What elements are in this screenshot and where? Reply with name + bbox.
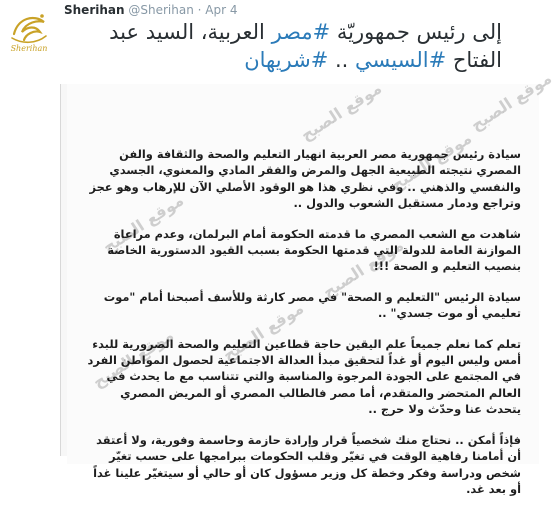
watermark: موقع الصبح bbox=[319, 235, 407, 302]
watermark: موقع الصبح bbox=[467, 68, 555, 135]
watermark: موقع الصبح bbox=[297, 78, 385, 145]
hashtag-link[interactable]: #شريهان bbox=[244, 48, 329, 72]
tweet-text bbox=[60, 18, 502, 74]
letter-paragraph: سيادة رئيس جمهورية مصر العربية انهيار التعليم والصحة والثقافة والفن المصري نتيجته الطبيعية الجهل والمرض والفقر المادي والمعنوي، الجسدي والنفسي والذهني .. وفي نظري هذا هو الوقود الأصلي الآن للإرهاب وهو عجز وتراجع ودمار مستقبل الشعوب والدول .. bbox=[89, 147, 521, 211]
avatar[interactable] bbox=[4, 4, 54, 54]
tweet-image[interactable] bbox=[60, 68, 555, 496]
letter-paragraph: فإذاً أمكن .. نحتاج منك شخصياً قرار وإرادة حازمة وحاسمة وفورية، ولا أعتقد أن أمامنا رفاهية الوقت في تغيّر وقلب الحكومات ببرامجها على حسب تغيّر شخص ودراسة وفكر وخطة كل وزير مسؤول كان أو حالي أو سيتغيّر علينا غداً أو بعد غد. bbox=[93, 432, 521, 496]
hashtag-link[interactable]: #مصر bbox=[271, 20, 331, 44]
tweet-text-part: العربية، السيد عبد الفتاح bbox=[109, 20, 502, 72]
watermark: موقع الصبح bbox=[99, 190, 187, 257]
letter-body bbox=[81, 146, 521, 511]
tweet-text-part: إلى رئيس جمهوريّة bbox=[330, 20, 502, 44]
watermark: موقع الصبح bbox=[387, 128, 475, 195]
separator: · bbox=[197, 3, 202, 17]
letter-paragraph: سيادة الرئيس "التعليم و الصحة" في مصر كارثة وللأسف أصبحنا أمام "موت تعليمي أو موت جسدي" .. bbox=[103, 289, 521, 321]
letter-paragraph: شاهدت مع الشعب المصري ما قدمته الحكومة أمام البرلمان، وعدم مراعاة الموازنة العامة للدولة التي قدمتها الحكومة بسبب القيود الدستورية الخاصة بنصيب التعليم و الصحة !!! bbox=[107, 226, 521, 274]
watermark: موقع الصبح bbox=[219, 298, 307, 365]
letter-paper bbox=[67, 68, 555, 496]
avatar-logo-icon bbox=[4, 4, 54, 54]
avatar-caption: Sherihan bbox=[10, 44, 48, 53]
tweet-text-part: .. bbox=[328, 48, 356, 72]
tweet-date[interactable]: Apr 4 bbox=[205, 3, 238, 17]
letter-paragraph: تعلم كما نعلم جميعاً علم اليقين حاجة قطاعين التعليم والصحة الضرورية للبدء أمس وليس اليوم أو غداً لتحقيق مبدأ العدالة الاجتماعية لحصول المواطن الفرد في المجتمع على الجودة المرجوة والمناسبة والتي تتناسب مع ما يحدث في العالم المتحضر والمتقدم، أما مصر فالطالب المصري أو المريض المصري يتحدث عنا وحدّث ولا حرج .. bbox=[87, 336, 521, 417]
hashtag-link[interactable]: #السيسي bbox=[355, 48, 447, 72]
handle[interactable]: @Sherihan bbox=[128, 3, 194, 17]
watermark: موقع الصبح bbox=[89, 325, 177, 392]
display-name[interactable]: Sherihan bbox=[64, 3, 125, 17]
